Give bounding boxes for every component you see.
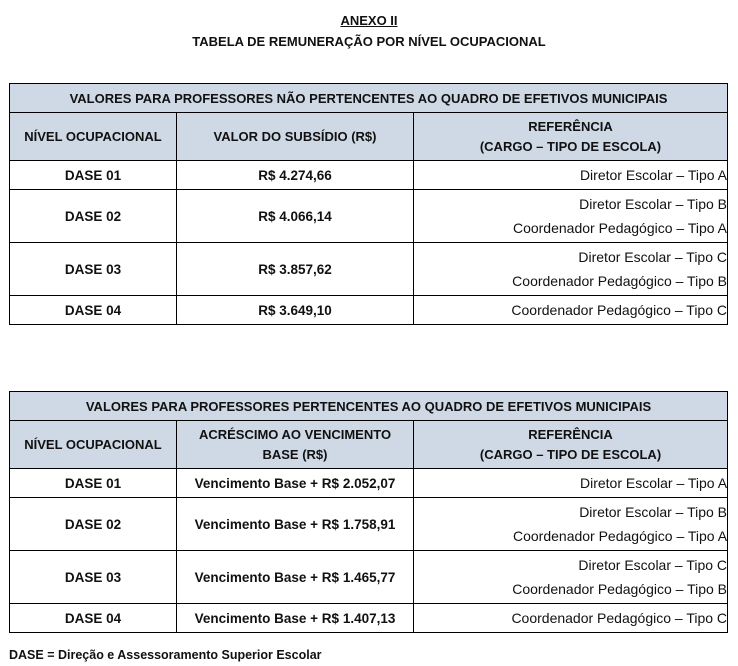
- reference-line: Diretor Escolar – Tipo C: [578, 249, 727, 265]
- header-occupational-level: NÍVEL OCUPACIONAL: [10, 113, 177, 161]
- table-row: [10, 190, 728, 243]
- header-reference-subline: (CARGO – TIPO DE ESCOLA): [479, 446, 662, 462]
- header-salary-increment: [177, 421, 414, 469]
- value-cell: R$ 3.857,62: [177, 243, 414, 296]
- reference-cell: [414, 243, 728, 296]
- reference-cell: [414, 551, 728, 604]
- value-cell: R$ 4.066,14: [177, 190, 414, 243]
- salary-table-effective: [9, 391, 728, 633]
- header-increment-line: ACRÉSCIMO AO VENCIMENTO: [198, 426, 392, 442]
- document-subtitle: TABELA DE REMUNERAÇÃO POR NÍVEL OCUPACIONAL: [192, 34, 546, 49]
- reference-cell: [414, 469, 728, 498]
- table-row: [10, 498, 728, 551]
- salary-table-non-effective: [9, 83, 728, 325]
- level-cell: DASE 01: [10, 469, 177, 498]
- table-row: [10, 161, 728, 190]
- table-row: [10, 469, 728, 498]
- value-cell: Vencimento Base + R$ 1.465,77: [177, 551, 414, 604]
- reference-line: Coordenador Pedagógico – Tipo A: [512, 528, 728, 544]
- reference-line: Coordenador Pedagógico – Tipo B: [512, 273, 727, 289]
- reference-cell: [414, 498, 728, 551]
- reference-cell: [414, 190, 728, 243]
- value-cell: Vencimento Base + R$ 2.052,07: [177, 469, 414, 498]
- table-row: [10, 604, 728, 633]
- level-cell: DASE 03: [10, 551, 177, 604]
- reference-line: Coordenador Pedagógico – Tipo A: [512, 220, 727, 236]
- footnote: DASE = Direção e Assessoramento Superior Escolar: [9, 648, 322, 662]
- value-cell: R$ 4.274,66: [177, 161, 414, 190]
- value-cell: Vencimento Base + R$ 1.407,13: [177, 604, 414, 633]
- header-reference: [414, 421, 728, 469]
- reference-line: Diretor Escolar – Tipo A: [579, 167, 727, 183]
- reference-line: Coordenador Pedagógico – Tipo C: [511, 302, 727, 318]
- header-increment-subline: BASE (R$): [262, 446, 328, 462]
- value-cell: R$ 3.649,10: [177, 296, 414, 325]
- level-cell: DASE 04: [10, 604, 177, 633]
- reference-line: Diretor Escolar – Tipo B: [579, 196, 727, 212]
- reference-line: Coordenador Pedagógico – Tipo B: [512, 581, 728, 597]
- level-cell: DASE 04: [10, 296, 177, 325]
- table-row: [10, 551, 728, 604]
- table-caption: VALORES PARA PROFESSORES PERTENCENTES AO QUADRO DE EFETIVOS MUNICIPAIS: [10, 392, 728, 421]
- header-reference-subline: (CARGO – TIPO DE ESCOLA): [479, 138, 662, 154]
- level-cell: DASE 01: [10, 161, 177, 190]
- header-reference: [414, 113, 728, 161]
- reference-cell: [414, 296, 728, 325]
- reference-line: Diretor Escolar – Tipo C: [578, 557, 728, 573]
- reference-cell: [414, 161, 728, 190]
- table-row: [10, 296, 728, 325]
- reference-line: Diretor Escolar – Tipo B: [579, 504, 728, 520]
- header-subsidy-value: VALOR DO SUBSÍDIO (R$): [177, 113, 414, 161]
- annex-title: ANEXO II: [340, 13, 398, 28]
- level-cell: DASE 03: [10, 243, 177, 296]
- table-row: [10, 243, 728, 296]
- value-cell: Vencimento Base + R$ 1.758,91: [177, 498, 414, 551]
- header-reference-line: REFERÊNCIA: [528, 118, 613, 134]
- level-cell: DASE 02: [10, 190, 177, 243]
- reference-line: Diretor Escolar – Tipo A: [579, 475, 728, 491]
- header-occupational-level: NÍVEL OCUPACIONAL: [10, 421, 177, 469]
- reference-cell: [414, 604, 728, 633]
- header-reference-line: REFERÊNCIA: [528, 426, 613, 442]
- table-caption: VALORES PARA PROFESSORES NÃO PERTENCENTES AO QUADRO DE EFETIVOS MUNICIPAIS: [10, 84, 728, 113]
- reference-line: Coordenador Pedagógico – Tipo C: [511, 610, 728, 626]
- level-cell: DASE 02: [10, 498, 177, 551]
